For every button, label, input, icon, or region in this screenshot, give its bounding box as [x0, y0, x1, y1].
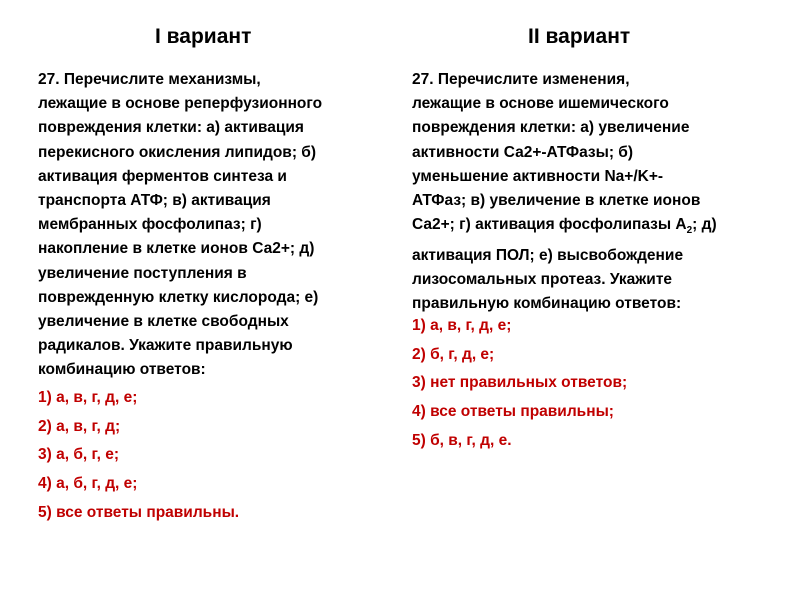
- question-line: поврежденную клетку кислорода; е): [38, 288, 319, 306]
- question-line: активности Са2+-АТФазы; б): [412, 143, 634, 161]
- question-line: повреждения клетки: а) увеличение: [412, 119, 690, 137]
- question-line: увеличение поступления в: [38, 264, 247, 282]
- answer-option: 1) а, в, г, д, е;: [38, 389, 138, 406]
- subscript: 2: [686, 225, 693, 237]
- variant-1-heading: I вариант: [155, 25, 252, 48]
- question-line: активация ферментов синтеза и: [38, 167, 287, 185]
- question-line: увеличение в клетке свободных: [38, 313, 289, 331]
- variant-2-heading: II вариант: [528, 25, 631, 48]
- answer-option: 3) нет правильных ответов;: [412, 374, 628, 392]
- question-line: радикалов. Укажите правильную: [38, 337, 293, 355]
- question-line: накопление в клетке ионов Са2+; д): [38, 240, 315, 258]
- question-line: уменьшение активности Na+/K+-: [412, 167, 664, 185]
- question-line: комбинацию ответов:: [38, 361, 206, 379]
- answer-option: 1) а, в, г, д, е;: [412, 317, 512, 334]
- variant-1-question: [38, 68, 322, 383]
- question-line: транспорта АТФ; в) активация: [38, 192, 271, 210]
- question-line-text: Са2+; г) активация фосфолипазы А: [412, 216, 687, 234]
- question-line: лизосомальных протеаз. Укажите: [412, 270, 673, 288]
- answer-option: 2) а, в, г, д;: [38, 417, 121, 435]
- answer-option: 5) б, в, г, д, е.: [412, 431, 512, 449]
- question-line: 27. Перечислите изменения,: [412, 71, 630, 88]
- question-line: мембранных фосфолипаз; г): [38, 216, 262, 234]
- answer-option: 5) все ответы правильны.: [38, 503, 240, 521]
- question-line: 27. Перечислите механизмы,: [38, 71, 261, 88]
- question-line: активация ПОЛ; е) высвобождение: [412, 246, 684, 264]
- variant-2-question: [412, 68, 717, 316]
- variant-1-answer-list: [38, 386, 239, 529]
- question-line: лежащие в основе ишемического: [412, 95, 669, 113]
- question-line: правильную комбинацию ответов:: [412, 294, 682, 312]
- question-line: лежащие в основе реперфузионного: [38, 95, 323, 113]
- question-line: [412, 216, 717, 237]
- question-line: повреждения клетки: а) активация: [38, 119, 304, 137]
- answer-option: 3) а, б, г, е;: [38, 446, 119, 464]
- question-line: АТФаз; в) увеличение в клетке ионов: [412, 192, 701, 210]
- variant-2-answer-list: [412, 314, 627, 457]
- question-line-suffix: ; д): [692, 216, 717, 234]
- answer-option: 4) а, б, г, д, е;: [38, 475, 138, 493]
- question-line: перекисного окисления липидов; б): [38, 143, 317, 161]
- answer-option: 2) б, г, д, е;: [412, 345, 495, 363]
- answer-option: 4) все ответы правильны;: [412, 403, 614, 421]
